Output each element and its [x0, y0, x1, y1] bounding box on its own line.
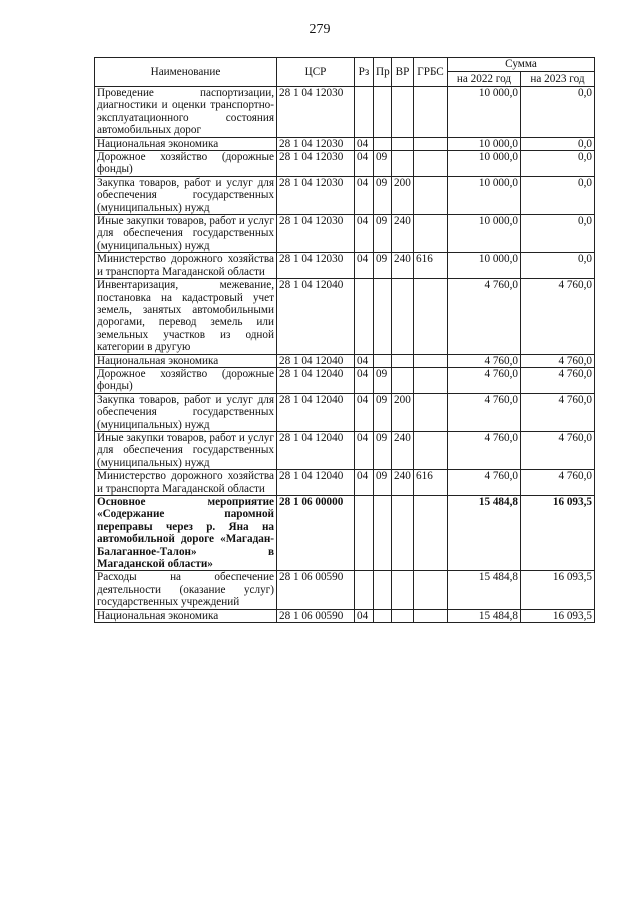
- row-sum-2023: 0,0: [521, 215, 595, 253]
- row-grbs: [414, 87, 448, 138]
- row-rz: 04: [355, 393, 374, 431]
- row-rz: 04: [355, 253, 374, 279]
- row-vr: [392, 496, 414, 571]
- row-sum-2023: 4 760,0: [521, 470, 595, 496]
- header-year-2022: на 2022 год: [448, 72, 521, 87]
- row-name: Иные закупки товаров, работ и услуг для обеспечения государственных (муниципальных) нужд: [95, 215, 277, 253]
- page-number: 279: [309, 22, 331, 37]
- row-vr: [392, 279, 414, 354]
- row-name: Проведение паспортизации, диагностики и оценки транспортно-эксплуатационного состояния автомобильных дорог: [95, 87, 277, 138]
- row-name: Инвентаризация, межевание, постановка на кадастровый учет земель, занятых автомобильными дорогами, перевод земель или земельных участков из одной категории в другую: [95, 279, 277, 354]
- row-pr: [374, 609, 392, 622]
- table-row: [95, 279, 595, 354]
- row-sum-2022: 10 000,0: [448, 151, 521, 177]
- row-grbs: [414, 151, 448, 177]
- row-rz: 04: [355, 354, 374, 367]
- header-name: Наименование: [95, 58, 277, 87]
- table-row: [95, 354, 595, 367]
- row-name: Министерство дорожного хозяйства и транспорта Магаданской области: [95, 470, 277, 496]
- row-grbs: [414, 137, 448, 150]
- row-name: Основное мероприятие «Содержание паромной переправы через р. Яна на автомобильной дороге «Магадан-Балаганное-Талон» в Магаданской области»: [95, 496, 277, 571]
- table-row: [95, 367, 595, 393]
- row-name: Закупка товаров, работ и услуг для обеспечения государственных (муниципальных) нужд: [95, 393, 277, 431]
- row-name: Дорожное хозяйство (дорожные фонды): [95, 367, 277, 393]
- header-grbs: ГРБС: [414, 58, 448, 87]
- row-vr: 240: [392, 470, 414, 496]
- row-sum-2022: 4 760,0: [448, 279, 521, 354]
- row-pr: 09: [374, 393, 392, 431]
- table-row: [95, 215, 595, 253]
- row-name: Национальная экономика: [95, 137, 277, 150]
- row-rz: 04: [355, 215, 374, 253]
- row-vr: [392, 571, 414, 609]
- row-grbs: [414, 496, 448, 571]
- header-vr: ВР: [392, 58, 414, 87]
- row-csr: 28 1 04 12040: [277, 354, 355, 367]
- row-name: Национальная экономика: [95, 354, 277, 367]
- row-rz: 04: [355, 137, 374, 150]
- row-sum-2022: 4 760,0: [448, 367, 521, 393]
- row-sum-2022: 10 000,0: [448, 137, 521, 150]
- row-sum-2023: 0,0: [521, 87, 595, 138]
- row-sum-2023: 4 760,0: [521, 279, 595, 354]
- row-grbs: [414, 354, 448, 367]
- row-csr: 28 1 04 12030: [277, 137, 355, 150]
- row-rz: 04: [355, 367, 374, 393]
- row-vr: 240: [392, 431, 414, 469]
- row-name: Иные закупки товаров, работ и услуг для обеспечения государственных (муниципальных) нужд: [95, 431, 277, 469]
- row-sum-2023: 0,0: [521, 176, 595, 214]
- row-name: Министерство дорожного хозяйства и транспорта Магаданской области: [95, 253, 277, 279]
- header-csr: ЦСР: [277, 58, 355, 87]
- row-csr: 28 1 06 00000: [277, 496, 355, 571]
- row-sum-2023: 16 093,5: [521, 571, 595, 609]
- row-sum-2022: 4 760,0: [448, 431, 521, 469]
- row-pr: [374, 354, 392, 367]
- row-csr: 28 1 06 00590: [277, 571, 355, 609]
- row-grbs: [414, 571, 448, 609]
- row-sum-2022: 4 760,0: [448, 354, 521, 367]
- row-csr: 28 1 06 00590: [277, 609, 355, 622]
- row-rz: 04: [355, 151, 374, 177]
- row-grbs: [414, 393, 448, 431]
- row-sum-2022: 10 000,0: [448, 176, 521, 214]
- row-csr: 28 1 04 12040: [277, 279, 355, 354]
- row-pr: 09: [374, 431, 392, 469]
- row-sum-2022: 10 000,0: [448, 215, 521, 253]
- row-pr: [374, 496, 392, 571]
- row-vr: 240: [392, 215, 414, 253]
- row-pr: 09: [374, 253, 392, 279]
- row-pr: 09: [374, 215, 392, 253]
- row-sum-2023: 0,0: [521, 137, 595, 150]
- row-grbs: [414, 215, 448, 253]
- row-csr: 28 1 04 12030: [277, 151, 355, 177]
- header-year-2023: на 2023 год: [521, 72, 595, 87]
- row-sum-2022: 4 760,0: [448, 393, 521, 431]
- row-csr: 28 1 04 12040: [277, 470, 355, 496]
- row-grbs: [414, 609, 448, 622]
- row-sum-2023: 0,0: [521, 151, 595, 177]
- row-csr: 28 1 04 12040: [277, 431, 355, 469]
- row-rz: 04: [355, 176, 374, 214]
- row-sum-2023: 0,0: [521, 253, 595, 279]
- header-sum: Сумма: [448, 58, 595, 72]
- row-sum-2022: 10 000,0: [448, 87, 521, 138]
- row-rz: [355, 87, 374, 138]
- row-sum-2023: 4 760,0: [521, 354, 595, 367]
- row-name: Расходы на обеспечение деятельности (оказание услуг) государственных учреждений: [95, 571, 277, 609]
- table-row: [95, 571, 595, 609]
- row-pr: 09: [374, 151, 392, 177]
- row-rz: 04: [355, 431, 374, 469]
- row-csr: 28 1 04 12030: [277, 87, 355, 138]
- row-vr: [392, 87, 414, 138]
- table-body: [95, 87, 595, 623]
- row-sum-2022: 4 760,0: [448, 470, 521, 496]
- row-sum-2023: 16 093,5: [521, 496, 595, 571]
- row-csr: 28 1 04 12030: [277, 253, 355, 279]
- row-name: Национальная экономика: [95, 609, 277, 622]
- row-vr: [392, 609, 414, 622]
- header-pr: Пр: [374, 58, 392, 87]
- table-row: [95, 137, 595, 150]
- table-row: [95, 431, 595, 469]
- table-row: [95, 609, 595, 622]
- row-rz: [355, 571, 374, 609]
- row-vr: [392, 151, 414, 177]
- header-rz: Рз: [355, 58, 374, 87]
- row-pr: 09: [374, 176, 392, 214]
- row-vr: 240: [392, 253, 414, 279]
- row-rz: [355, 279, 374, 354]
- row-vr: [392, 367, 414, 393]
- row-grbs: [414, 279, 448, 354]
- row-csr: 28 1 04 12030: [277, 176, 355, 214]
- row-grbs: 616: [414, 470, 448, 496]
- row-rz: 04: [355, 609, 374, 622]
- row-name: Дорожное хозяйство (дорожные фонды): [95, 151, 277, 177]
- row-csr: 28 1 04 12030: [277, 215, 355, 253]
- row-rz: [355, 496, 374, 571]
- row-grbs: [414, 431, 448, 469]
- table-row: [95, 87, 595, 138]
- row-sum-2022: 15 484,8: [448, 496, 521, 571]
- row-grbs: 616: [414, 253, 448, 279]
- row-sum-2022: 10 000,0: [448, 253, 521, 279]
- row-grbs: [414, 367, 448, 393]
- row-name: Закупка товаров, работ и услуг для обеспечения государственных (муниципальных) нужд: [95, 176, 277, 214]
- row-pr: [374, 571, 392, 609]
- row-rz: 04: [355, 470, 374, 496]
- table-row: [95, 151, 595, 177]
- row-pr: 09: [374, 470, 392, 496]
- row-vr: [392, 137, 414, 150]
- row-sum-2023: 16 093,5: [521, 609, 595, 622]
- table-row: [95, 393, 595, 431]
- row-pr: 09: [374, 367, 392, 393]
- row-vr: 200: [392, 176, 414, 214]
- row-sum-2023: 4 760,0: [521, 393, 595, 431]
- budget-table: [94, 57, 595, 623]
- row-sum-2022: 15 484,8: [448, 609, 521, 622]
- row-sum-2023: 4 760,0: [521, 367, 595, 393]
- row-sum-2022: 15 484,8: [448, 571, 521, 609]
- table-row: [95, 253, 595, 279]
- table-row: [95, 176, 595, 214]
- row-vr: 200: [392, 393, 414, 431]
- table-row: [95, 496, 595, 571]
- row-sum-2023: 4 760,0: [521, 431, 595, 469]
- row-pr: [374, 137, 392, 150]
- row-pr: [374, 279, 392, 354]
- row-csr: 28 1 04 12040: [277, 367, 355, 393]
- table-row: [95, 470, 595, 496]
- row-csr: 28 1 04 12040: [277, 393, 355, 431]
- row-vr: [392, 354, 414, 367]
- row-pr: [374, 87, 392, 138]
- row-grbs: [414, 176, 448, 214]
